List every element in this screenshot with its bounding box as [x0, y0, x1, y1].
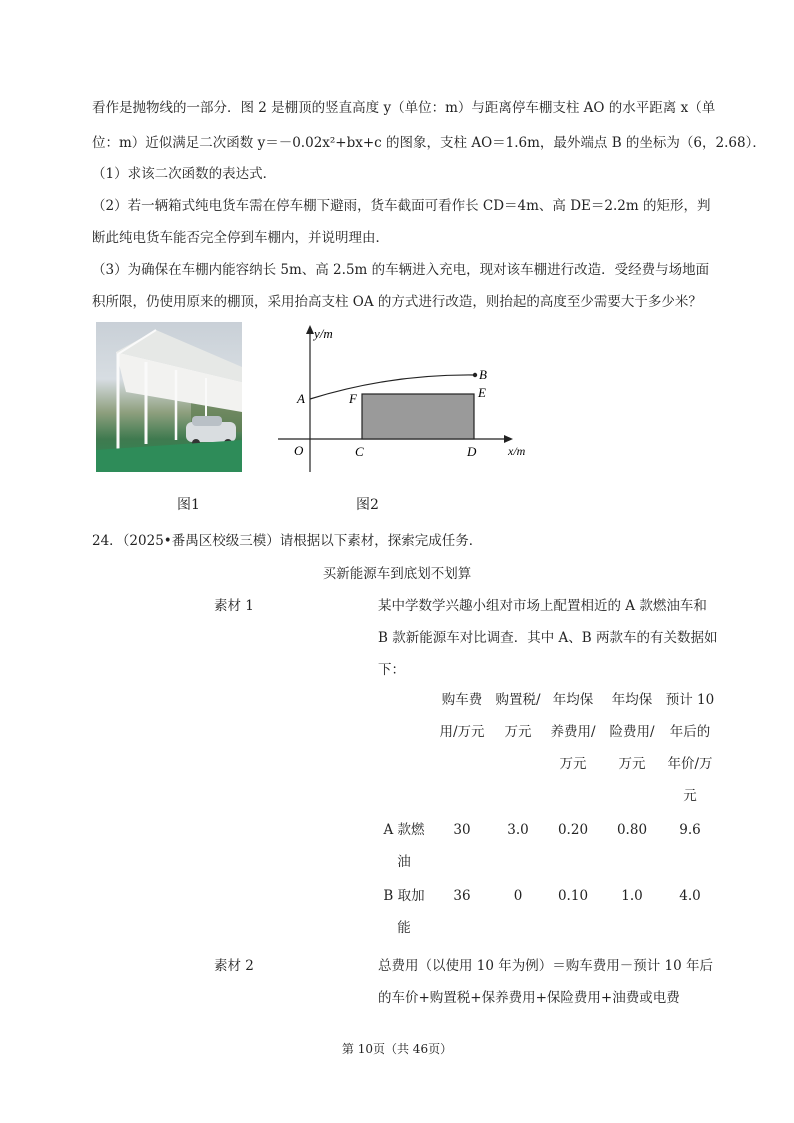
truck-rectangle	[362, 394, 474, 439]
text-line: （2）若一辆箱式纯电货车需在停车棚下避雨，货车截面可看作长 CD＝4m、高 DE＝2.2m 的矩形，判	[92, 198, 711, 214]
text-line: 的车价+购置税+保养费用+保险费用+油费或电费	[378, 990, 680, 1006]
text-line: 总费用（以使用 10 年为例）＝购车费用－预计 10 年后	[378, 958, 714, 974]
material1-intro	[378, 590, 717, 686]
table-header-cell	[432, 684, 492, 748]
header-text: 购置税/	[495, 692, 541, 708]
material1-label: 素材 1	[214, 598, 254, 614]
material2-text	[378, 950, 713, 1014]
table-cell: 9.6	[679, 822, 701, 838]
text-line: 看作是抛物线的一部分．图 2 是棚顶的竖直高度 y（单位：m）与距离停车棚支柱 AO 的水平距离 x（单	[92, 100, 716, 116]
header-text: 万元	[618, 756, 646, 772]
label-b: B	[479, 367, 487, 382]
carport-illustration	[96, 322, 242, 472]
table-cell: 0.20	[557, 822, 589, 838]
table-cell: 30	[453, 822, 471, 838]
material2-label: 素材 2	[214, 958, 254, 974]
fig1-caption: 图1	[177, 497, 200, 513]
table-cell: 0.80	[616, 822, 648, 838]
header-text: 预计 10	[665, 692, 715, 708]
table-header-cell	[602, 684, 662, 780]
label-d: D	[467, 444, 477, 459]
x-axis-arrow	[504, 435, 513, 443]
label-a: A	[297, 391, 305, 406]
header-text: 万元	[504, 724, 532, 740]
table-cell: 0	[513, 888, 523, 904]
header-text: 年均保	[611, 692, 653, 708]
table-cell: 0.10	[557, 888, 589, 904]
text-line: （1）求该二次函数的表达式．	[92, 166, 277, 182]
row-name-text: 油	[397, 854, 411, 870]
label-c: C	[355, 444, 364, 459]
text-line: B 款新能源车对比调查．其中 A、B 两款车的有关数据如	[378, 630, 718, 646]
label-f: F	[349, 391, 357, 406]
header-text: 购车费	[441, 692, 483, 708]
table-header-cell	[544, 684, 602, 780]
text-line: 断此纯电货车能否完全停到车棚内，并说明理由．	[92, 230, 389, 246]
header-text: 年价/万	[667, 756, 713, 772]
table-row-name	[376, 880, 432, 944]
text-line: 下：	[378, 662, 405, 678]
row-name-text: B 取加	[383, 888, 425, 904]
label-o: O	[294, 443, 304, 458]
row-name-text: A 款燃	[383, 822, 425, 838]
text-line: 某中学数学兴趣小组对市场上配置相近的 A 款燃油车和	[378, 598, 707, 614]
header-text: 年后的	[669, 724, 711, 740]
x-label: x/m	[508, 444, 526, 458]
table-cell: 1.0	[621, 888, 643, 904]
header-text: 用/万元	[439, 724, 485, 740]
text-line: （3）为确保在车棚内能容纳长 5m、高 2.5m 的车辆进入充电，现对该车棚进行改造．受经费与场地面	[92, 262, 710, 278]
header-text: 元	[683, 788, 697, 804]
table-row-name	[376, 814, 432, 878]
fig2-caption: 图2	[356, 497, 379, 513]
table-header-cell	[660, 684, 720, 812]
text-line: 积所限，仍使用原来的棚顶，采用抬高支柱 OA 的方式进行改造，则抬起的高度至少需要大于多少米？	[92, 294, 702, 310]
header-text: 养费用/	[550, 724, 596, 740]
parabola-graph	[270, 322, 528, 482]
point-b	[473, 373, 477, 377]
y-label: y/m	[314, 326, 333, 341]
table-cell: 4.0	[679, 888, 701, 904]
page-number: 第 10页（共 46页）	[341, 1042, 453, 1056]
table-cell: 36	[453, 888, 471, 904]
carport-photo	[96, 322, 242, 472]
table-cell: 3.0	[507, 822, 529, 838]
header-text: 年均保	[552, 692, 594, 708]
header-text: 万元	[559, 756, 587, 772]
label-e: E	[478, 385, 486, 400]
text-line: 位：m）近似满足二次函数 y＝－0.02x²+bx+c 的图象，支柱 AO＝1.6m，最外端点 B 的坐标为（6，2.68）．	[92, 135, 766, 151]
header-text: 险费用/	[609, 724, 655, 740]
problem24-header: 24．（2025•番禺区校级三模）请根据以下素材，探索完成任务．	[92, 533, 483, 549]
table-header-cell	[490, 684, 546, 748]
problem24-title: 买新能源车到底划不划算	[322, 566, 472, 582]
y-axis-arrow	[306, 325, 314, 334]
row-name-text: 能	[397, 920, 411, 936]
